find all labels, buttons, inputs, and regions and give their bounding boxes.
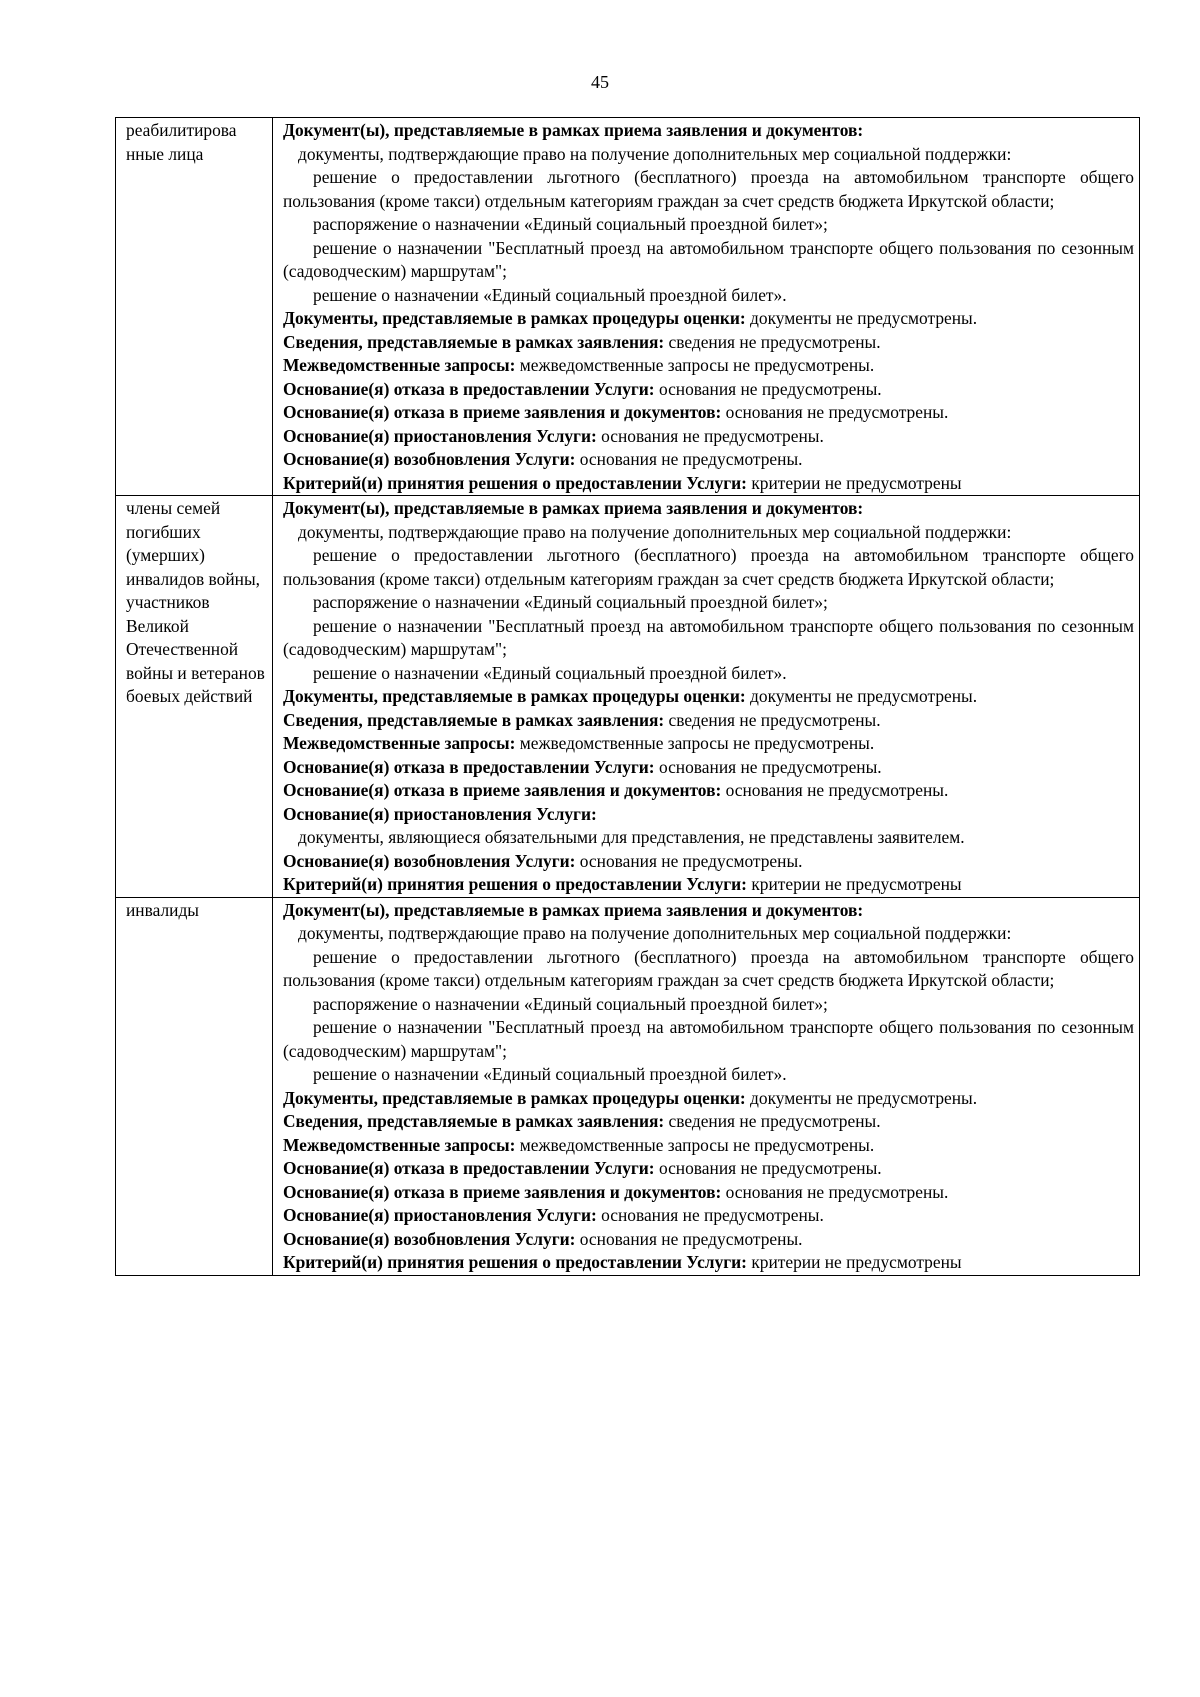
requirement-line [283,1181,1134,1205]
requirement-line [283,873,1134,897]
requirement-label: Основание(я) отказа в приеме заявления и документов: [283,780,722,800]
requirement-line [283,378,1134,402]
requirement-label: Основание(я) возобновления Услуги: [283,1228,576,1249]
requirement-line: распоряжение о назначении «Единый социальный проездной билет»; [313,993,828,1014]
requirement-line [283,1204,1134,1228]
requirement-value: основания не предусмотрены. [654,1158,882,1178]
requirement-label: Основание(я) возобновления Услуги: [283,850,576,871]
requirement-line [283,119,1134,143]
requirement-label: Сведения, представляемые в рамках заявления: [283,1111,665,1131]
requirement-value: сведения не предусмотрены. [664,709,881,730]
requirement-label: Критерий(и) принятия решения о предоставлении Услуги: [283,1252,747,1272]
requirement-value: документы не предусмотрены. [745,308,978,328]
page-number: 45 [591,72,609,92]
requirement-line [283,1157,1134,1181]
requirement-line: решение о предоставлении льготного (бесплатного) проезда на автомобильном транспорте общего пользования (кроме такси) отдельным категориям граждан за счет средств бюджета Иркутской области; [283,946,1134,990]
requirement-value: документы не предусмотрены. [745,686,978,706]
requirement-line: решение о предоставлении льготного (бесплатного) проезда на автомобильном транспорте общего пользования (кроме такси) отдельным категориям граждан за счет средств бюджета Иркутской области; [283,167,1134,211]
requirement-label: Основание(я) отказа в предоставлении Услуги: [283,1158,655,1178]
requirement-value: критерии не предусмотрены [746,874,962,894]
requirement-line [283,803,1134,827]
requirement-label: Документы, представляемые в рамках процедуры оценки: [283,308,746,328]
requirement-label: Документ(ы), представляемые в рамках приема заявления и документов: [283,120,864,140]
requirement-label: Основание(я) возобновления Услуги: [283,449,576,469]
requirement-label: Документ(ы), представляемые в рамках приема заявления и документов: [283,899,864,920]
requirement-label: Документ(ы), представляемые в рамках приема заявления и документов: [283,498,864,518]
requirement-line [283,448,1134,472]
requirement-value: сведения не предусмотрены. [664,1111,881,1131]
requirement-value: межведомственные запросы не предусмотрены. [515,355,875,375]
requirement-line [283,425,1134,449]
requirement-line [283,472,1134,496]
requirement-line: решение о назначении "Бесплатный проезд на автомобильном транспорте общего пользования по сезонным (садоводческим) маршрутам"; [283,615,1134,659]
requirement-line [283,779,1134,803]
requirement-line [283,850,1134,874]
requirement-label: Основание(я) приостановления Услуги: [283,803,597,824]
requirement-line [283,497,1134,521]
requirement-line [283,1110,1134,1134]
requirement-line [283,899,1134,923]
requirement-line: решение о предоставлении льготного (бесплатного) проезда на автомобильном транспорте общего пользования (кроме такси) отдельным категориям граждан за счет средств бюджета Иркутской области; [283,545,1134,589]
applicant-category-cell: члены семей погибших (умерших) инвалидов войны, участников Великой Отечественной войны и ветеранов боевых действий [116,496,273,898]
requirement-value: основания не предусмотрены. [721,402,949,422]
requirement-label: Основание(я) приостановления Услуги: [283,425,597,446]
requirement-value: основания не предусмотрены. [596,425,824,446]
table-row [116,118,1140,496]
requirement-label: Межведомственные запросы: [283,355,516,375]
requirement-line [283,1134,1134,1158]
requirement-line: документы, являющиеся обязательными для представления, не представлены заявителем. [298,827,965,847]
requirement-value: межведомственные запросы не предусмотрены. [515,1134,875,1155]
requirement-label: Документы, представляемые в рамках процедуры оценки: [283,1087,746,1108]
requirement-label: Основание(я) приостановления Услуги: [283,1205,597,1225]
requirements-cell [273,496,1140,898]
requirement-label: Межведомственные запросы: [283,1134,516,1155]
requirement-line [283,331,1134,355]
requirement-line: решение о назначении «Единый социальный проездной билет». [313,1064,787,1084]
requirement-value: основания не предусмотрены. [575,449,803,469]
table-row [116,496,1140,898]
requirement-line [283,1087,1134,1111]
requirement-label: Критерий(и) принятия решения о предоставлении Услуги: [283,472,747,493]
requirement-label: Основание(я) отказа в приеме заявления и документов: [283,1181,722,1202]
requirement-line [283,1251,1134,1275]
requirement-line: распоряжение о назначении «Единый социальный проездной билет»; [313,592,828,612]
requirement-line: документы, подтверждающие право на получение дополнительных мер социальной поддержки: [298,143,1012,164]
applicant-category-cell: инвалиды [116,897,273,1275]
requirement-label: Критерий(и) принятия решения о предоставлении Услуги: [283,874,747,894]
requirement-line [283,756,1134,780]
requirement-label: Сведения, представляемые в рамках заявления: [283,709,665,730]
table-row [116,897,1140,1275]
requirement-label: Основание(я) отказа в предоставлении Услуги: [283,378,655,399]
requirement-value: критерии не предусмотрены [746,472,962,493]
requirement-line [283,732,1134,756]
requirement-label: Основание(я) отказа в предоставлении Услуги: [283,756,655,777]
requirement-value: основания не предусмотрены. [721,1181,949,1202]
requirement-line [283,401,1134,425]
requirement-line [283,307,1134,331]
requirement-value: сведения не предусмотрены. [664,331,881,352]
requirement-value: основания не предусмотрены. [721,780,949,800]
requirement-value: межведомственные запросы не предусмотрены. [515,733,875,753]
requirement-value: основания не предусмотрены. [654,378,882,399]
requirement-line [283,709,1134,733]
requirement-line [283,1228,1134,1252]
requirement-value: основания не предусмотрены. [575,1228,803,1249]
requirement-line: решение о назначении «Единый социальный проездной билет». [313,284,787,305]
requirements-cell [273,118,1140,496]
requirement-line: решение о назначении "Бесплатный проезд на автомобильном транспорте общего пользования по сезонным (садоводческим) маршрутам"; [283,1017,1134,1061]
applicant-category-cell: реабилитирова нные лица [116,118,273,496]
requirement-line: распоряжение о назначении «Единый социальный проездной билет»; [313,214,828,234]
service-criteria-table [115,117,1140,1276]
requirement-label: Сведения, представляемые в рамках заявления: [283,331,665,352]
requirement-value: критерии не предусмотрены [746,1252,962,1272]
requirement-value: основания не предусмотрены. [575,850,803,871]
requirement-label: Межведомственные запросы: [283,733,516,753]
requirement-line [283,685,1134,709]
requirement-line: документы, подтверждающие право на получение дополнительных мер социальной поддержки: [298,923,1012,943]
requirement-line [283,354,1134,378]
requirement-value: основания не предусмотрены. [596,1205,824,1225]
requirement-line: решение о назначении «Единый социальный проездной билет». [313,662,787,683]
requirement-line: решение о назначении "Бесплатный проезд на автомобильном транспорте общего пользования по сезонным (садоводческим) маршрутам"; [283,237,1134,281]
requirements-cell [273,897,1140,1275]
requirement-value: документы не предусмотрены. [745,1087,978,1108]
requirement-label: Основание(я) отказа в приеме заявления и документов: [283,402,722,422]
requirement-value: основания не предусмотрены. [654,756,882,777]
requirement-label: Документы, представляемые в рамках процедуры оценки: [283,686,746,706]
requirement-line: документы, подтверждающие право на получение дополнительных мер социальной поддержки: [298,521,1012,542]
